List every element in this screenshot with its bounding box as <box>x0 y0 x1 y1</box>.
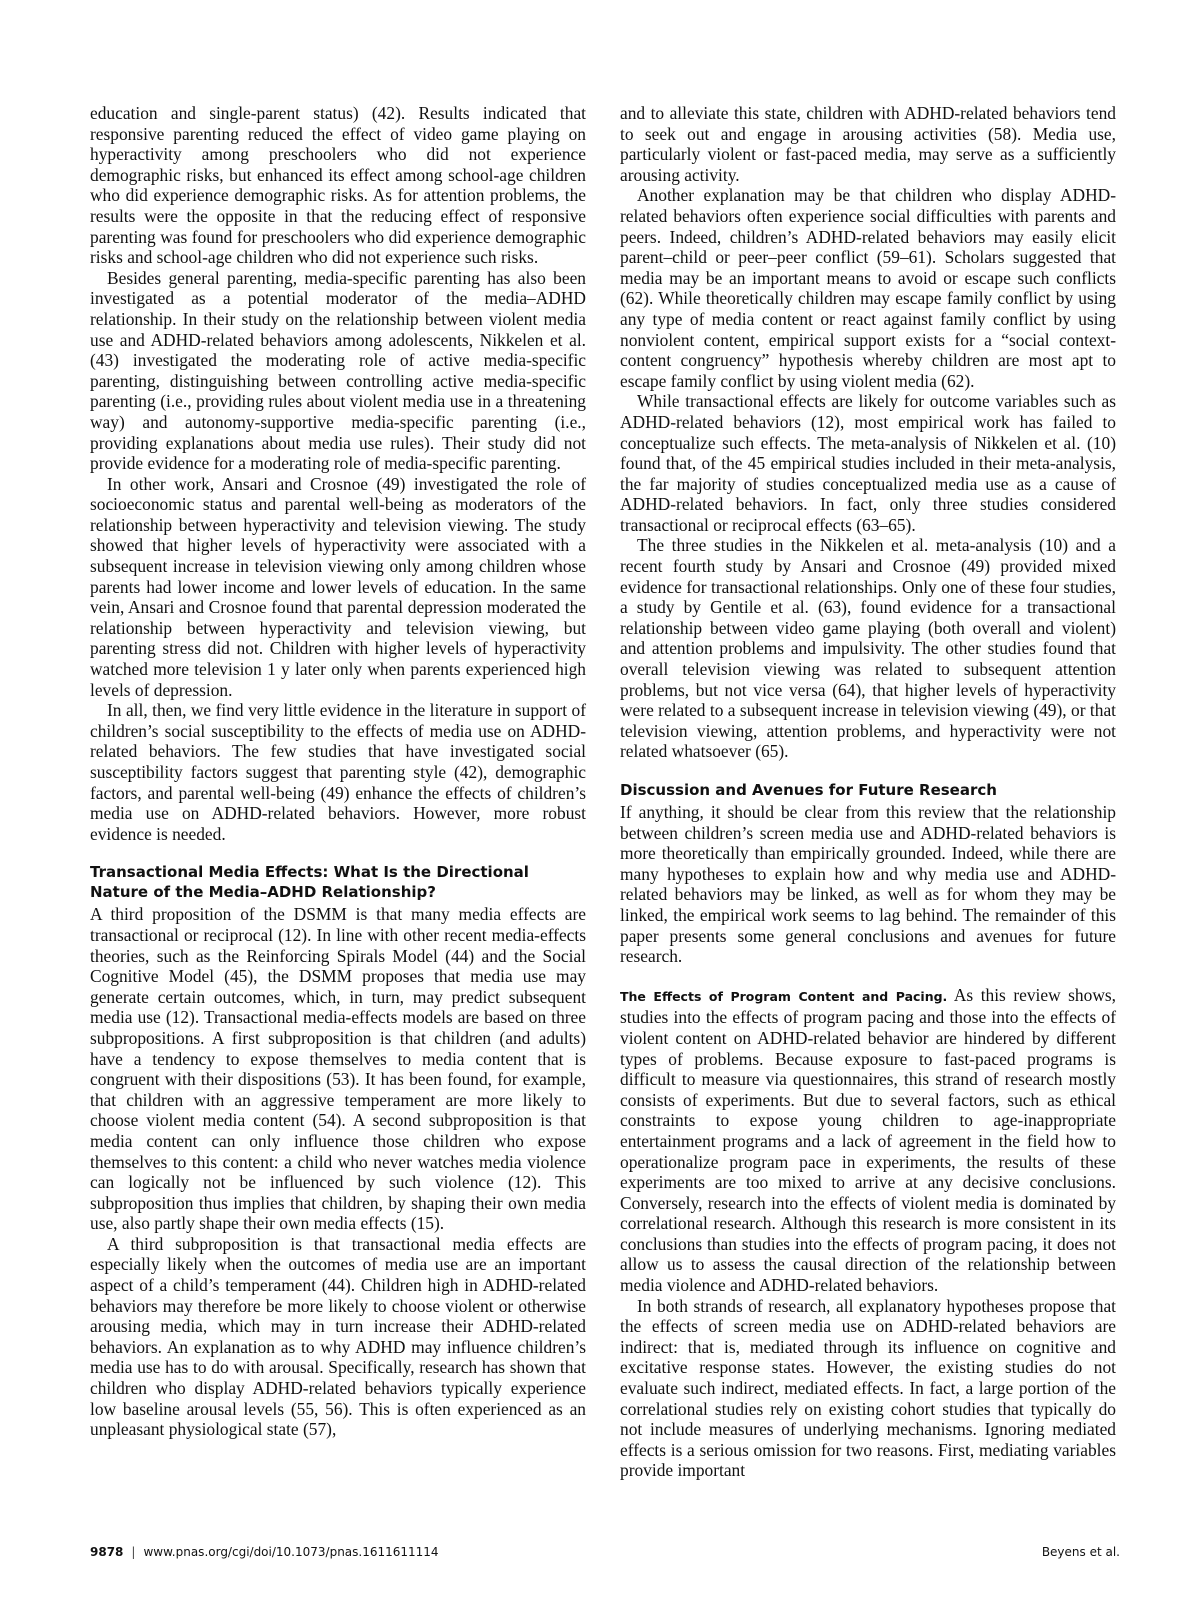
right-column <box>620 103 1116 1481</box>
paragraph-gap <box>620 967 1116 985</box>
page-footer <box>90 1545 1120 1565</box>
body-paragraph: In all, then, we find very little evidence in the literature in support of children’s social susceptibility to the effects of media use on ADHD-related behaviors. The few studies that have investigated social susceptibility factors suggest that parenting style (42), demographic factors, and parental well-being (49) enhance the effects of children’s media use on ADHD-related behaviors. However, more robust evidence is needed. <box>90 700 586 844</box>
body-paragraph: In other work, Ansari and Crosnoe (49) investigated the role of socioeconomic status and parental well-being as moderators of the relationship between hyperactivity and television viewing. The study showed that higher levels of hyperactivity were associated with a subsequent increase in television viewing only among children whose parents had lower income and lower levels of education. In the same vein, Ansari and Crosnoe found that parental depression moderated the relationship between hyperactivity and television viewing, but parenting stress did not. Children with higher levels of hyperactivity watched more television 1 y later only when parents experienced high levels of depression. <box>90 473 586 700</box>
body-paragraph: While transactional effects are likely for outcome variables such as ADHD-related behaviors (12), most empirical work has failed to conceptualize such effects. The meta-analysis of Nikkelen et al. (10) found that, of the 45 empirical studies included in their meta-analysis, the far majority of studies conceptualized media use as a cause of ADHD-related behaviors. In fact, only three studies considered transactional or reciprocal effects (63–65). <box>620 391 1116 535</box>
body-paragraph: The three studies in the Nikkelen et al. meta-analysis (10) and a recent fourth study by Ansari and Crosnoe (49) provided mixed evidence for transactional relationships. Only one of these four studies, a study by Gentile et al. (63), found evidence for a transactional relationship between video game playing (both overall and violent) and attention problems and impulsivity. The other studies found that overall television viewing was related to subsequent attention problems, but not vice versa (64), that higher levels of hyperactivity were related to a subsequent increase in television viewing (49), or that television viewing, attention problems, and hyperactivity were not related whatsoever (65). <box>620 535 1116 762</box>
subsection-heading: The Effects of Program Content and Pacing. <box>620 988 948 1004</box>
body-paragraph: education and single-parent status) (42). Results indicated that responsive parenting reduced the effect of video game playing on hyperactivity among preschoolers who did not experience demographic risks, but enhanced its effect among school-age children who did experience demographic risks. As for attention problems, the results were the opposite in that the reducing effect of responsive parenting was found for preschoolers who did experience demographic risks and school-age children who did not experience such risks. <box>90 103 586 268</box>
page-number: 9878 <box>90 1545 124 1559</box>
body-paragraph: A third proposition of the DSMM is that many media effects are transactional or reciprocal (12). In line with other recent media-effects theories, such as the Reinforcing Spirals Model (44) and the Social Cognitive Model (45), the DSMM proposes that media use may generate certain outcomes, which, in turn, may predict subsequent media use (12). Transactional media-effects models are based on three subpropositions. A first subproposition is that children (and adults) have a tendency to expose themselves to media content that is congruent with their dispositions (53). It has been found, for example, that children with an aggressive temperament are more likely to choose violent media content (54). A second subproposition is that media content can only influence those children who expose themselves to this content: a child who never watches media violence can logically not be influenced by such violence (12). This subproposition thus implies that children, by shaping their own media use, also partly shape their own media effects (15). <box>90 904 586 1234</box>
body-paragraph: Besides general parenting, media-specific parenting has also been investigated as a potential moderator of the media–ADHD relationship. In their study on the relationship between violent media use and ADHD-related behaviors among adolescents, Nikkelen et al. (43) investigated the moderating role of active media-specific parenting, distinguishing between controlling active media-specific parenting (i.e., providing rules about violent media use in a threatening way) and autonomy-supportive media-specific parenting (i.e., providing explanations about media use rules). Their study did not provide evidence for a moderating role of media-specific parenting. <box>90 267 586 474</box>
body-paragraph: In both strands of research, all explanatory hypotheses propose that the effects of screen media use on ADHD-related behaviors are indirect: that is, mediated through its influence on cognitive and excitative response states. However, the existing studies do not evaluate such indirect, mediated effects. In fact, a large portion of the correlational studies rely on existing cohort studies that typically do not include measures of underlying mechanisms. Ignoring mediated effects is a serious omission for two reasons. First, mediating variables provide important <box>620 1295 1116 1481</box>
section-heading: Discussion and Avenues for Future Research <box>620 781 997 799</box>
body-text: As this review shows, studies into the effects of program pacing and those into the effects of violent content on ADHD-related behavior are hindered by different types of problems. Because exposure to fast-paced programs is difficult to measure via questionnaires, this strand of research mostly consists of experiments. But due to several factors, such as ethical constraints to expose young children to age-inappropriate entertainment programs and a lack of agreement in the field how to operationalize program pace in experiments, the results of these experiments are too mixed to arrive at any decisive conclusions. Conversely, research into the effects of violent media is dominated by correlational research. Although this research is more consistent in its conclusions than studies into the effects of program pacing, it does not allow us to assess the causal direction of the relationship between media violence and ADHD-related behaviors. <box>620 984 1116 1296</box>
section-heading: Transactional Media Effects: What Is the Directional Nature of the Media–ADHD Relationship? <box>90 863 529 902</box>
body-paragraph-with-subheading <box>620 985 1116 1296</box>
left-column <box>90 103 586 1440</box>
body-paragraph: Another explanation may be that children who display ADHD-related behaviors often experience social difficulties with parents and peers. Indeed, children’s ADHD-related behaviors may easily elicit parent–child or peer–peer conflict (59–61). Scholars suggested that media may be an important means to avoid or escape such conflicts (62). While theoretically children may escape family conflict by using any type of media content or react against family conflict by using nonviolent content, empirical support exists for a “social context-content congruency” hypothesis whereby children are most apt to escape family conflict by using violent media (62). <box>620 185 1116 391</box>
body-paragraph: A third subproposition is that transactional media effects are especially likely when the outcomes of media use are an important aspect of a child’s temperament (44). Children high in ADHD-related behaviors may therefore be more likely to choose violent or otherwise arousing media, which may in turn increase their ADHD-related behaviors. An explanation as to why ADHD may influence children’s media use has to do with arousal. Specifically, research has shown that children who display ADHD-related behaviors typically experience low baseline arousal levels (55, 56). This is often experienced as an unpleasant physiological state (57), <box>90 1233 586 1440</box>
doi-link[interactable]: www.pnas.org/cgi/doi/10.1073/pnas.1611611114 <box>143 1545 439 1559</box>
footer-separator: | <box>131 1545 136 1559</box>
body-paragraph: and to alleviate this state, children with ADHD-related behaviors tend to seek out and engage in arousing activities (58). Media use, particularly violent or fast-paced media, may serve as a sufficiently arousing activity. <box>620 103 1116 185</box>
author-credit: Beyens et al. <box>1041 1545 1120 1559</box>
body-paragraph: If anything, it should be clear from this review that the relationship between children’s screen media use and ADHD-related behaviors is more theoretically than empirically grounded. Indeed, while there are many hypotheses to explain how and why media use and ADHD-related behaviors may be linked, as well as for whom they may be linked, the empirical work seems to lag behind. The remainder of this paper presents some general conclusions and avenues for future research. <box>620 802 1116 967</box>
